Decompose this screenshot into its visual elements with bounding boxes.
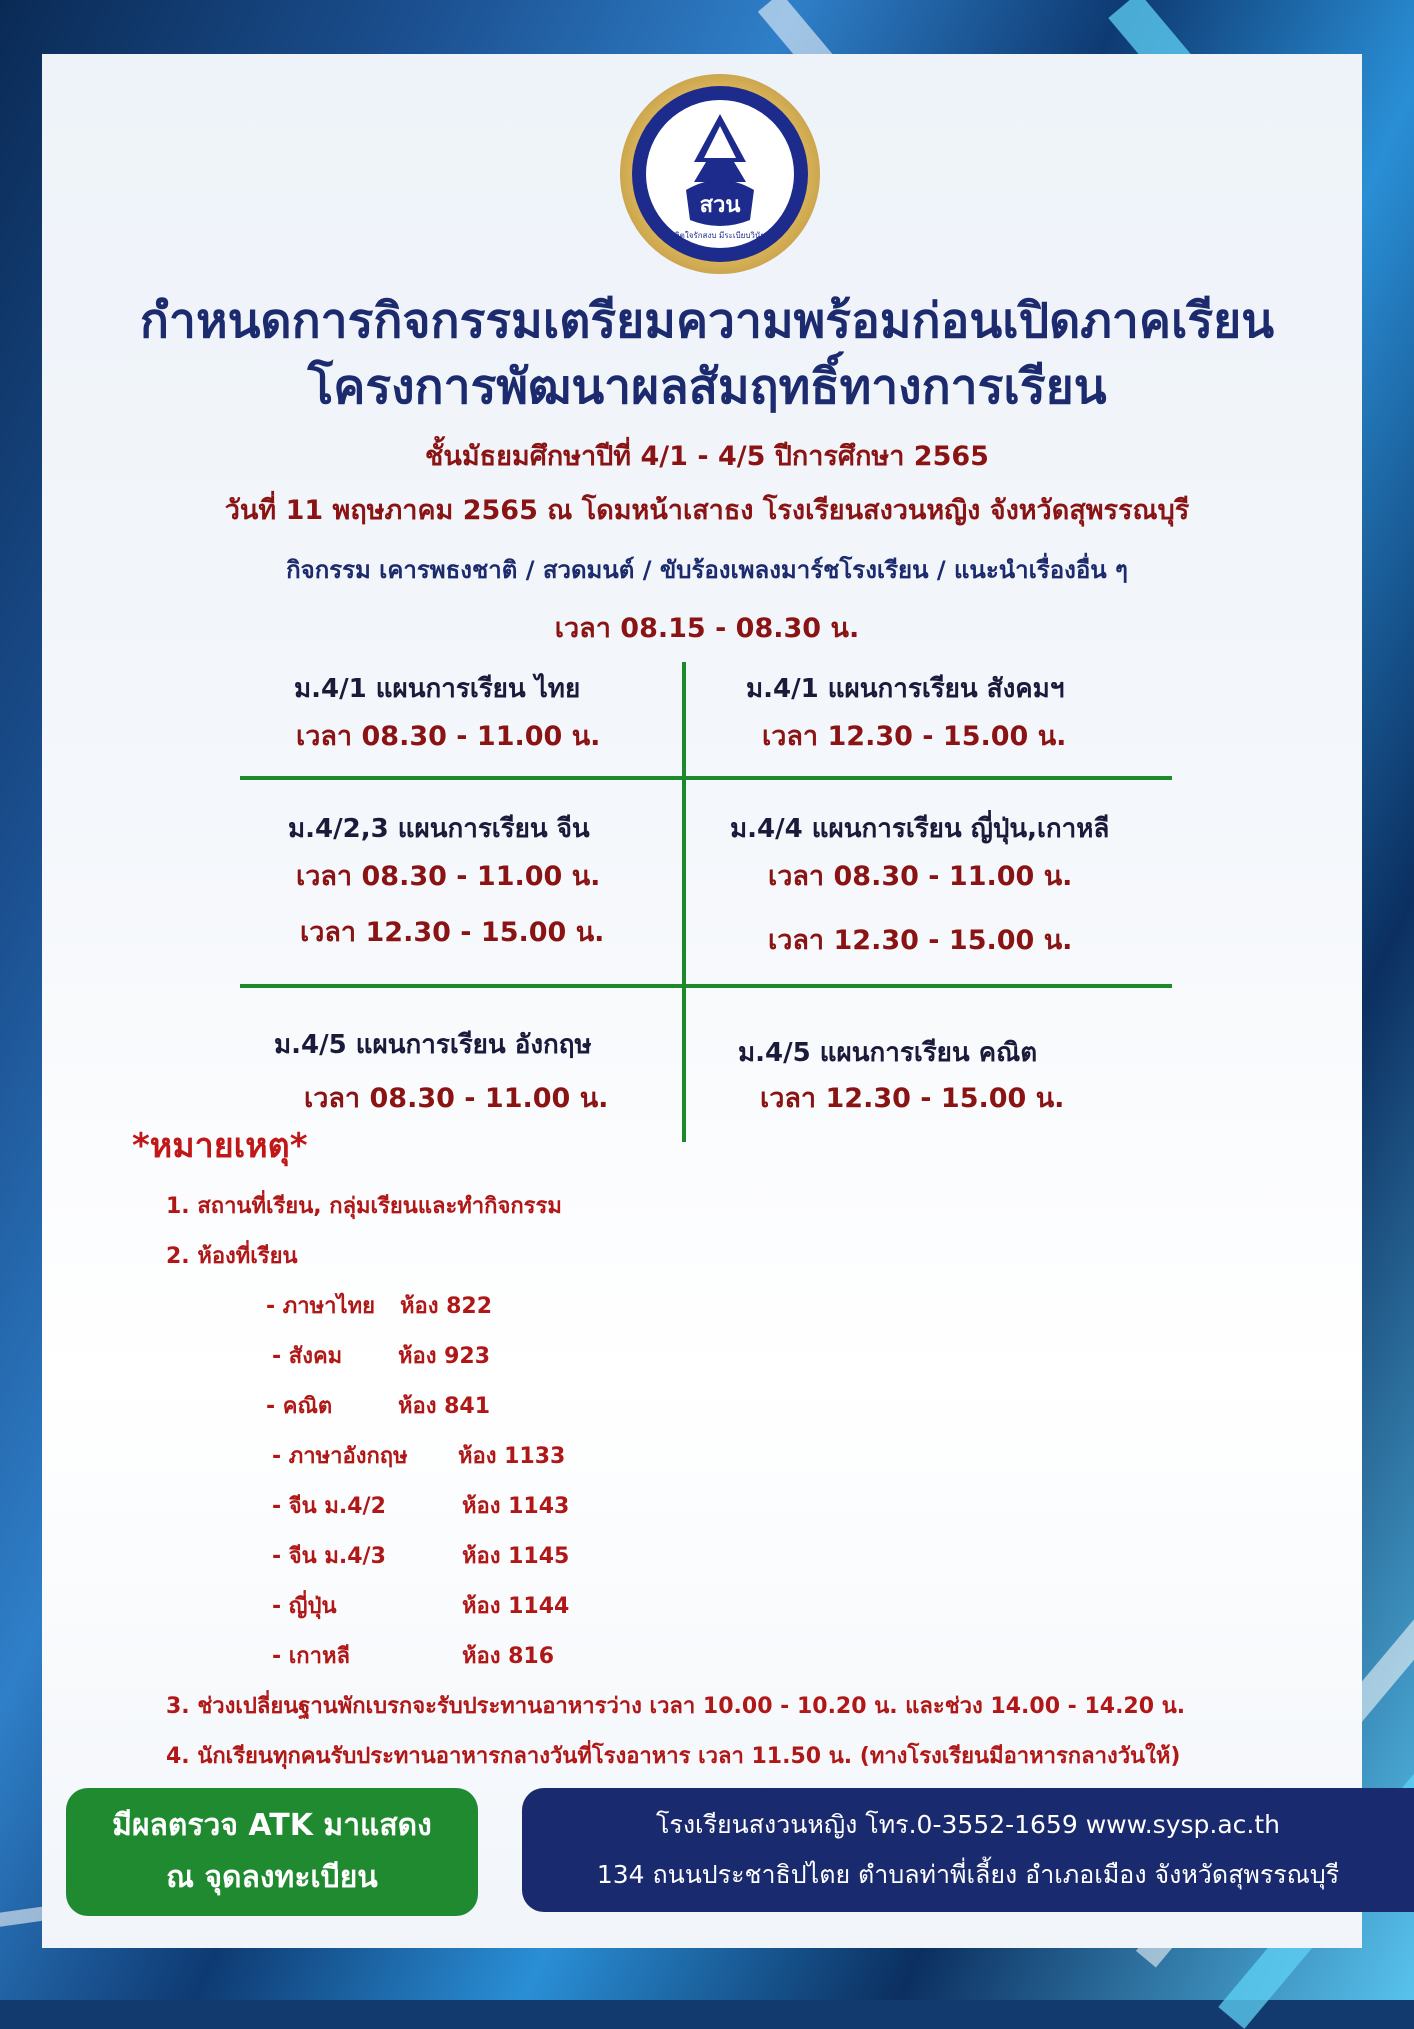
room-subject: - ญี่ปุ่น (272, 1594, 337, 1619)
grid-vertical-line (682, 662, 686, 1142)
grid-horizontal-line (240, 776, 1172, 780)
schedule-title: ม.4/1 แผนการเรียน สังคมฯ (746, 674, 1065, 704)
room-number: ห้อง 1133 (458, 1444, 566, 1469)
contact-line2: 134 ถนนประชาธิปไตย ตำบลท่าพี่เลี้ยง อำเภอเมือง จังหวัดสุพรรณบุรี (596, 1860, 1340, 1889)
grid-horizontal-line (240, 984, 1172, 988)
room-number: ห้อง 1145 (462, 1544, 570, 1569)
note-item: 4. นักเรียนทุกคนรับประทานอาหารกลางวันที่โรงอาหาร เวลา 11.50 น. (ทางโรงเรียนมีอาหารกลางวันให้) (166, 1744, 1181, 1769)
room-subject: - ภาษาอังกฤษ (272, 1444, 408, 1469)
note-item: 2. ห้องที่เรียน (166, 1244, 298, 1269)
notes-heading: *หมายเหตุ* (132, 1126, 308, 1166)
atk-line1: มีผลตรวจ ATK มาแสดง (112, 1808, 432, 1843)
schedule-time: เวลา 12.30 - 15.00 น. (762, 721, 1067, 752)
schedule-time: เวลา 08.30 - 11.00 น. (304, 1083, 609, 1114)
schedule-title: ม.4/2,3 แผนการเรียน จีน (288, 814, 590, 844)
page-title-line2: โครงการพัฒนาผลสัมฤทธิ์ทางการเรียน (307, 359, 1107, 415)
room-number: ห้อง 816 (462, 1644, 555, 1669)
emblem-ring-text: จิตใจรักสงบ มีระเบียบวินัย (674, 231, 766, 240)
room-subject: - เกาหลี (272, 1644, 350, 1669)
schedule-title: ม.4/5 แผนการเรียน คณิต (738, 1038, 1038, 1068)
room-subject: - คณิต (266, 1394, 333, 1419)
schedule-title: ม.4/5 แผนการเรียน อังกฤษ (274, 1030, 592, 1060)
school-emblem (620, 74, 820, 274)
schedule-title: ม.4/4 แผนการเรียน ญี่ปุ่น,เกาหลี (730, 814, 1110, 844)
room-number: ห้อง 1143 (462, 1494, 570, 1519)
contact-line1: โรงเรียนสงวนหญิง โทร.0-3552-1659 www.sysp.ac.th (655, 1810, 1281, 1839)
schedule-time: เวลา 08.30 - 11.00 น. (296, 861, 601, 892)
atk-line2: ณ จุดลงทะเบียน (166, 1860, 378, 1895)
activity-line: กิจกรรม เคารพธงชาติ / สวดมนต์ / ขับร้องเพลงมาร์ชโรงเรียน / แนะนำเรื่องอื่น ๆ (286, 556, 1128, 584)
room-subject: - สังคม (272, 1344, 343, 1369)
schedule-time: เวลา 12.30 - 15.00 น. (760, 1083, 1065, 1114)
room-number: ห้อง 822 (400, 1294, 493, 1319)
contact-box (522, 1788, 1414, 1912)
schedule-time: เวลา 12.30 - 15.00 น. (300, 917, 605, 948)
schedule-time: เวลา 08.30 - 11.00 น. (768, 861, 1073, 892)
activity-time: เวลา 08.15 - 08.30 น. (554, 613, 860, 644)
emblem-graphic (646, 100, 794, 248)
page-title-line1: กำหนดการกิจกรรมเตรียมความพร้อมก่อนเปิดภาคเรียน (139, 293, 1275, 349)
room-number: ห้อง 923 (398, 1344, 491, 1369)
grade-subtitle: ชั้นมัธยมศึกษาปีที่ 4/1 - 4/5 ปีการศึกษา 2565 (425, 441, 989, 472)
atk-notice-box (66, 1788, 478, 1916)
room-number: ห้อง 1144 (462, 1594, 570, 1619)
schedule-title: ม.4/1 แผนการเรียน ไทย (294, 674, 581, 704)
room-subject: - จีน ม.4/2 (272, 1494, 386, 1519)
note-item: 1. สถานที่เรียน, กลุ่มเรียนและทำกิจกรรม (166, 1194, 562, 1219)
room-number: ห้อง 841 (398, 1394, 491, 1419)
schedule-time: เวลา 12.30 - 15.00 น. (768, 925, 1073, 956)
schedule-time: เวลา 08.30 - 11.00 น. (296, 721, 601, 752)
room-subject: - ภาษาไทย (266, 1294, 375, 1319)
note-item: 3. ช่วงเปลี่ยนฐานพักเบรกจะรับประทานอาหารว่าง เวลา 10.00 - 10.20 น. และช่วง 14.00 - 14.20 น. (166, 1694, 1186, 1719)
emblem-text: สวน (699, 193, 741, 218)
room-subject: - จีน ม.4/3 (272, 1544, 386, 1569)
date-place-subtitle: วันที่ 11 พฤษภาคม 2565 ณ โดมหน้าเสาธง โรงเรียนสงวนหญิง จังหวัดสุพรรณบุรี (224, 495, 1190, 526)
